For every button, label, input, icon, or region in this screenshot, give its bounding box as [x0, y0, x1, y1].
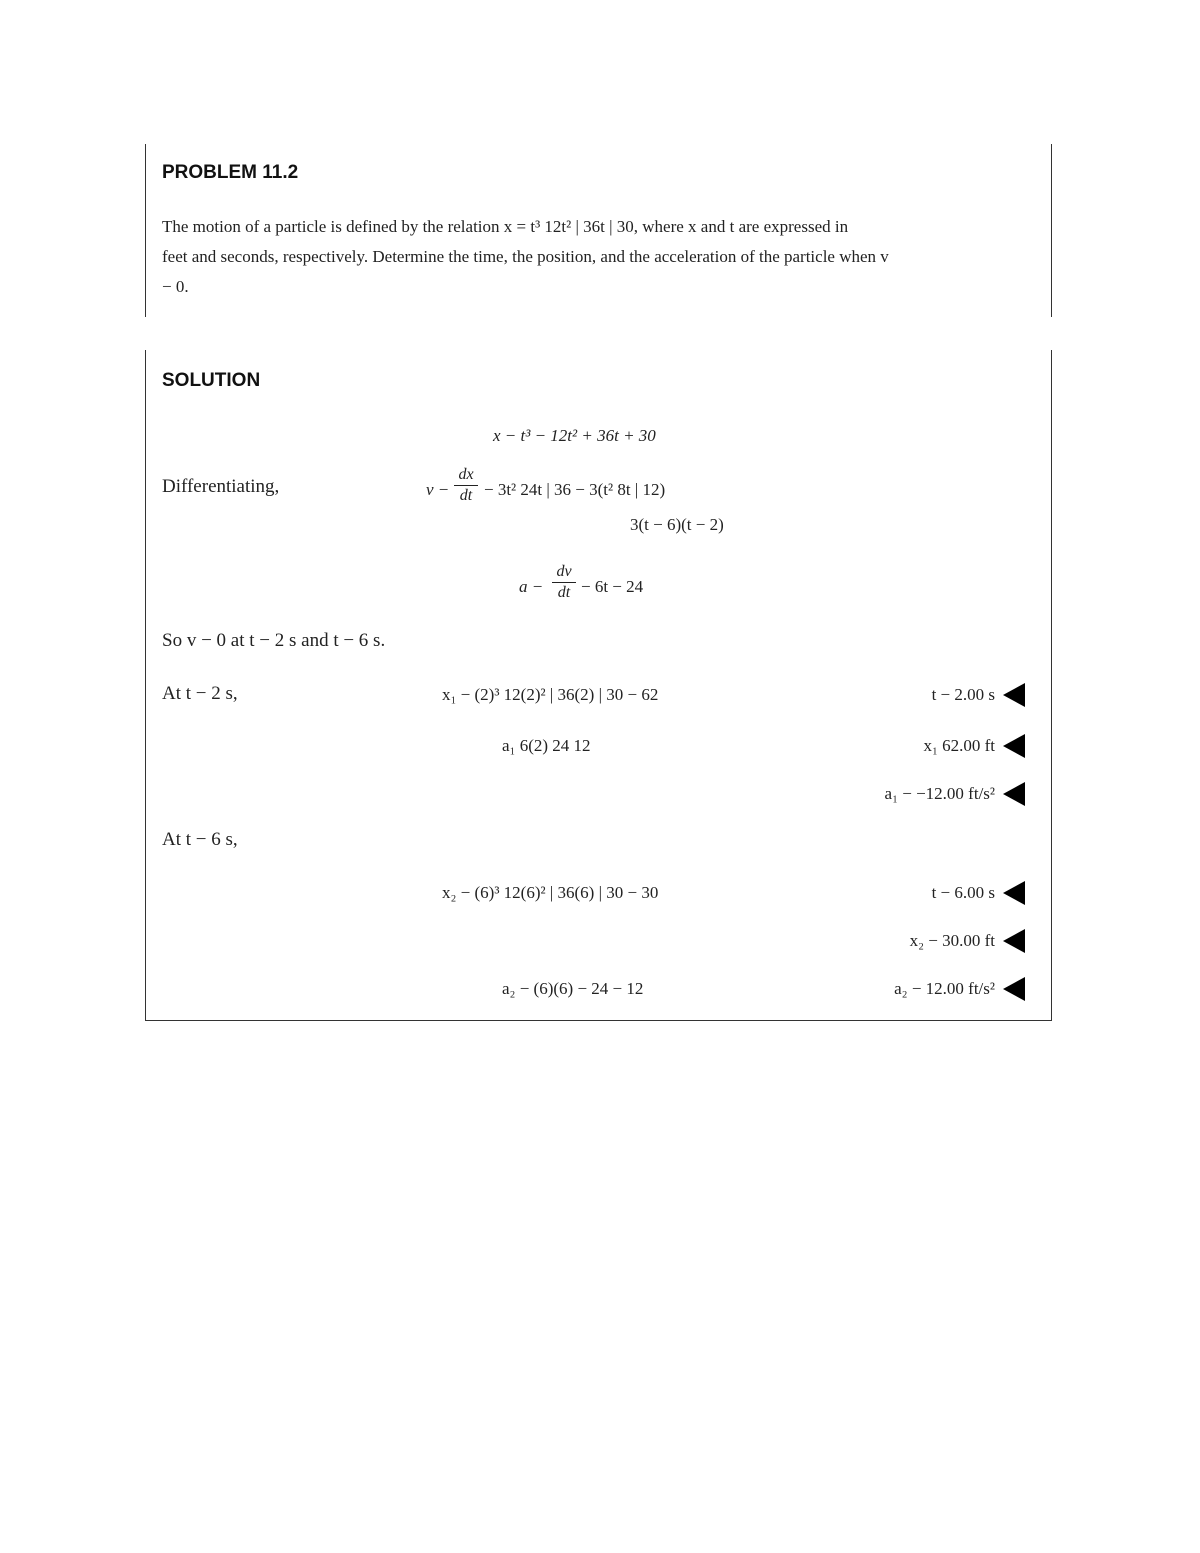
answer-marker-icon — [1003, 782, 1025, 806]
problem-line-2: feet and seconds, respectively. Determine the time, the position, and the acceleration of the particle when v — [162, 247, 889, 266]
fraction-numerator: dx — [458, 466, 474, 483]
fraction-denominator: dt — [557, 584, 571, 601]
solution-box — [145, 350, 1052, 1021]
answer-marker-icon — [1003, 929, 1025, 953]
answer-marker-icon — [1003, 881, 1025, 905]
velocity-equation: − 3t² 24t | 36 − 3(t² 8t | 12) — [484, 480, 666, 499]
a2-equation: a₂ − (6)(6) − 24 − 12 — [502, 979, 644, 998]
answer-t2: t − 6.00 s — [931, 883, 995, 902]
at-t6-label: At t − 6 s, — [162, 829, 238, 850]
problem-text — [162, 212, 1022, 302]
problem-line-1: The motion of a particle is defined by the relation x = t³ 12t² | 36t | 30, where x and t are expressed in — [162, 217, 849, 236]
answer-a1: a₁ − −12.00 ft/s² — [884, 784, 995, 803]
answer-x2: x₂ − 30.00 ft — [909, 931, 995, 950]
acceleration-equation: − 6t − 24 — [581, 577, 644, 596]
differentiating-label: Differentiating, — [162, 476, 280, 497]
zero-velocity-statement: So v − 0 at t − 2 s and t − 6 s. — [162, 630, 386, 651]
at-t2-label: At t − 2 s, — [162, 683, 238, 704]
problem-line-3: − 0. — [162, 277, 189, 296]
x2-equation: x₂ − (6)³ 12(6)² | 36(6) | 30 − 30 — [442, 883, 659, 902]
answer-a2: a₂ − 12.00 ft/s² — [894, 979, 995, 998]
fraction-denominator: dt — [459, 487, 473, 504]
answer-t1: t − 2.00 s — [931, 685, 995, 704]
acceleration-lhs: a − — [519, 577, 544, 596]
fraction-bar — [454, 485, 478, 486]
answer-marker-icon — [1003, 977, 1025, 1001]
answer-marker-icon — [1003, 734, 1025, 758]
answer-x1: x₁ 62.00 ft — [923, 736, 995, 755]
dx-dt-fraction — [454, 466, 478, 505]
problem-box — [145, 144, 1052, 317]
velocity-lhs: v − — [426, 480, 450, 499]
x1-equation: x₁ − (2)³ 12(2)² | 36(2) | 30 − 62 — [442, 685, 659, 704]
fraction-numerator: dv — [556, 563, 572, 580]
position-equation: x − t³ − 12t² + 36t + 30 — [493, 426, 656, 445]
problem-heading: PROBLEM 11.2 — [162, 162, 299, 183]
dv-dt-fraction — [552, 563, 576, 602]
fraction-bar — [552, 582, 576, 583]
velocity-factored: 3(t − 6)(t − 2) — [630, 515, 724, 534]
answer-marker-icon — [1003, 683, 1025, 707]
a1-equation: a₁ 6(2) 24 12 — [502, 736, 591, 755]
solution-heading: SOLUTION — [162, 370, 261, 391]
